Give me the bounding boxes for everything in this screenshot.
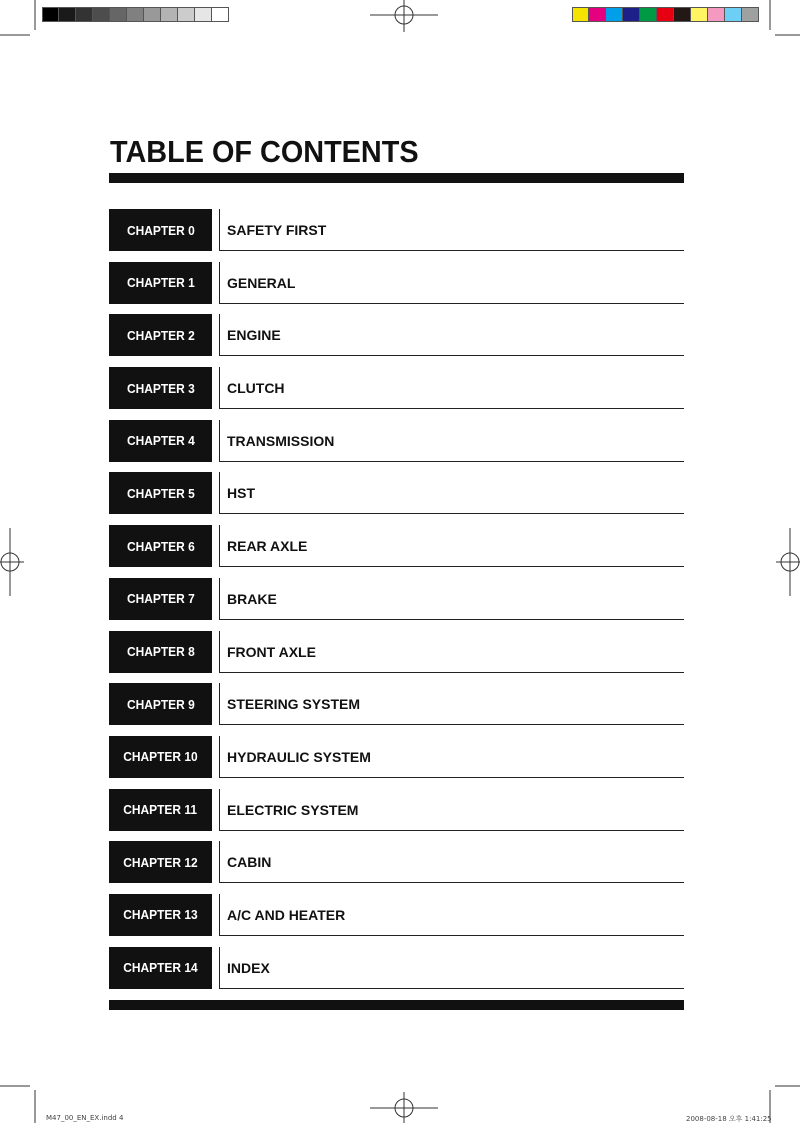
row-divider [219, 262, 220, 304]
row-divider [219, 472, 220, 514]
toc-row [109, 576, 684, 629]
chapter-label-text: CHAPTER 0 [126, 222, 195, 238]
chapter-label [109, 209, 212, 251]
toc-row [109, 734, 684, 787]
toc-row [109, 681, 684, 734]
chapter-label [109, 841, 212, 883]
chapter-title: SAFETY FIRST [227, 222, 327, 238]
chapter-title: HST [227, 485, 255, 502]
row-underline [219, 935, 684, 936]
chapter-title: A/C AND HEATER [227, 906, 346, 923]
row-divider [219, 841, 220, 883]
row-divider [219, 947, 220, 989]
chapter-label [109, 472, 212, 514]
chapter-label [109, 683, 212, 725]
row-underline [219, 988, 684, 989]
chapter-title: REAR AXLE [227, 538, 308, 555]
chapter-label [109, 367, 212, 409]
row-underline [219, 777, 684, 778]
toc-row [109, 945, 684, 998]
chapter-label-text: CHAPTER 12 [123, 854, 198, 870]
chapter-label-text: CHAPTER 13 [123, 907, 198, 923]
row-divider [219, 367, 220, 409]
toc-row [109, 787, 684, 840]
chapter-label [109, 262, 212, 304]
row-divider [219, 578, 220, 620]
slug-timestamp: 2008-08-18 오후 1:41:25 [686, 1115, 772, 1123]
chapter-title: CABIN [227, 854, 272, 871]
chapter-title: INDEX [227, 959, 270, 976]
chapter-title: CLUTCH [227, 380, 285, 397]
chapter-label [109, 578, 212, 620]
chapter-title: GENERAL [227, 274, 296, 291]
toc-row [109, 470, 684, 523]
chapter-title: TRANSMISSION [227, 432, 335, 449]
title-rule [109, 173, 684, 183]
chapter-title: HYDRAULIC SYSTEM [227, 748, 371, 765]
toc-row [109, 418, 684, 471]
row-underline [219, 672, 684, 673]
chapter-title: ENGINE [227, 327, 281, 344]
row-underline [219, 355, 684, 356]
slug-filename: M47_00_EN_EX.indd 4 [46, 1114, 124, 1122]
row-underline [219, 303, 684, 304]
toc-row [109, 629, 684, 682]
toc-list [109, 207, 684, 997]
chapter-title: FRONT AXLE [227, 643, 316, 660]
chapter-label-text: CHAPTER 11 [123, 802, 198, 818]
row-underline [219, 830, 684, 831]
row-underline [219, 724, 684, 725]
chapter-label [109, 947, 212, 989]
chapter-label-text: CHAPTER 10 [123, 749, 198, 765]
row-divider [219, 631, 220, 673]
toc-row [109, 312, 684, 365]
chapter-label [109, 420, 212, 462]
chapter-label-text: CHAPTER 4 [126, 433, 195, 449]
row-underline [219, 461, 684, 462]
row-divider [219, 894, 220, 936]
row-underline [219, 566, 684, 567]
bottom-rule [109, 1000, 684, 1010]
chapter-label [109, 894, 212, 936]
chapter-label-text: CHAPTER 5 [126, 485, 195, 501]
toc-row [109, 207, 684, 260]
chapter-label-text: CHAPTER 9 [126, 696, 195, 712]
toc-row [109, 892, 684, 945]
row-divider [219, 420, 220, 462]
chapter-label-text: CHAPTER 8 [126, 644, 195, 659]
chapter-label-text: CHAPTER 14 [123, 960, 198, 976]
chapter-label-text: CHAPTER 1 [126, 275, 195, 291]
chapter-label-text: CHAPTER 3 [126, 380, 195, 396]
chapter-title: ELECTRIC SYSTEM [227, 801, 359, 818]
chapter-title: STEERING SYSTEM [227, 696, 361, 713]
toc-row [109, 365, 684, 418]
chapter-label [109, 314, 212, 356]
toc-row [109, 523, 684, 576]
chapter-label-text: CHAPTER 7 [126, 591, 195, 607]
chapter-label [109, 631, 212, 673]
chapter-label [109, 789, 212, 831]
row-divider [219, 789, 220, 831]
row-divider [219, 736, 220, 778]
row-underline [219, 513, 684, 514]
chapter-label [109, 736, 212, 778]
row-divider [219, 314, 220, 356]
chapter-label-text: CHAPTER 2 [126, 327, 195, 343]
row-underline [219, 408, 684, 409]
row-underline [219, 882, 684, 883]
row-underline [219, 619, 684, 620]
page-title: TABLE OF CONTENTS [110, 134, 419, 169]
row-divider [219, 209, 220, 251]
toc-row [109, 839, 684, 892]
toc-row [109, 260, 684, 313]
chapter-label-text: CHAPTER 6 [126, 538, 195, 554]
chapter-title: BRAKE [227, 590, 277, 607]
chapter-label [109, 525, 212, 567]
row-divider [219, 683, 220, 725]
row-divider [219, 525, 220, 567]
row-underline [219, 250, 684, 251]
